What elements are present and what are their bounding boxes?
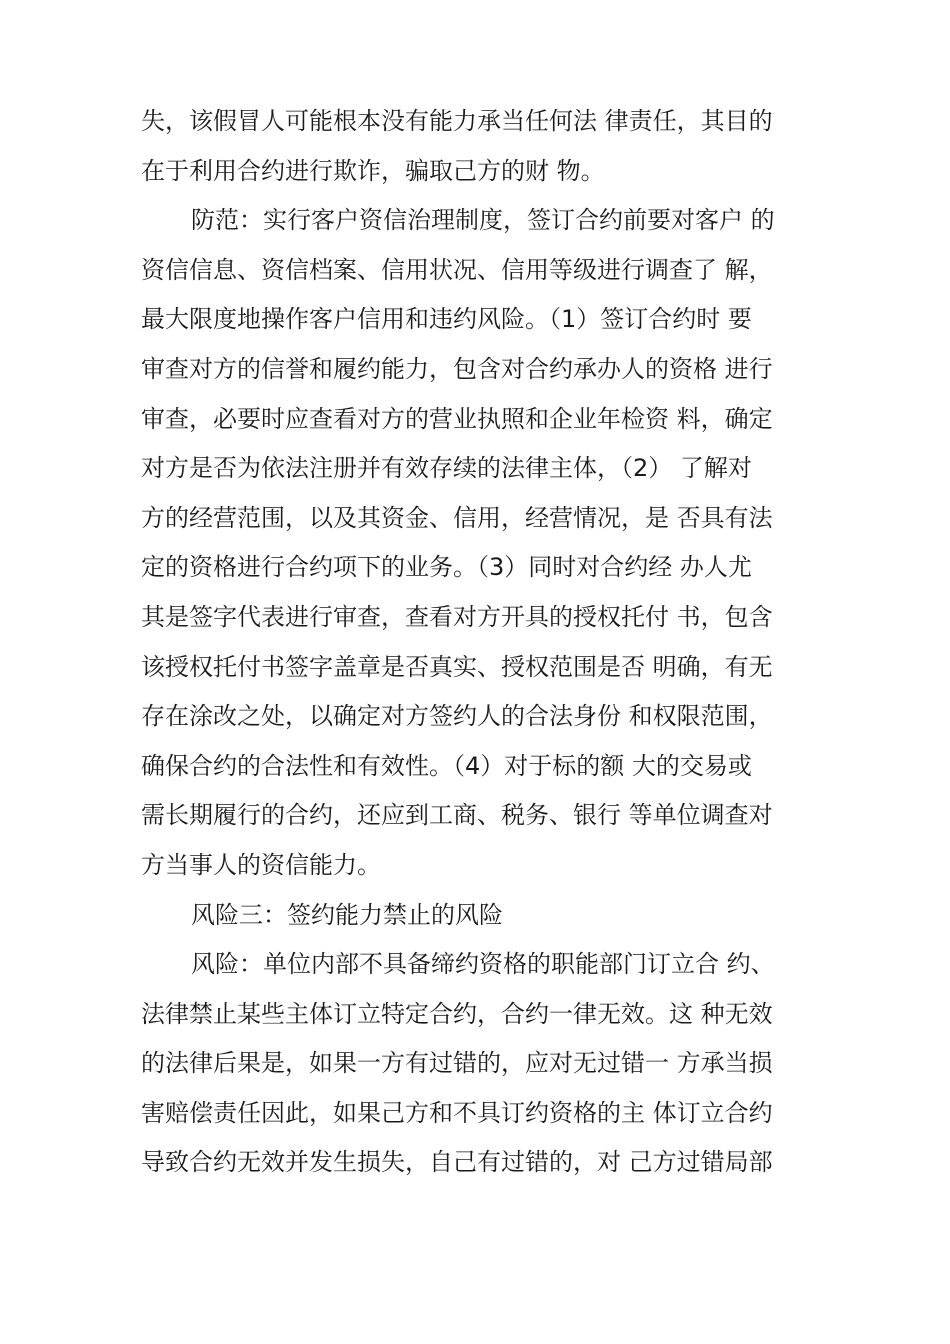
section-heading: 风险三：签约能力禁止的风险 [191,900,503,929]
text-line: 存在涂改之处，以确定对方签约人的合法身份 和权限范围， [141,702,773,731]
text-line: 对方是否为依法注册并有效存续的法律主体，（2） 了解对 [141,454,752,483]
text-line: 资信信息、资信档案、信用状况、信用等级进行调查了 解， [141,255,773,284]
text-line: 确保合约的合法性和有效性。（4）对于标的额 大的交易或 [141,751,752,780]
text-line: 定的资格进行合约项下的业务。（3）同时对合约经 办人尤 [141,553,752,582]
text-line: 的法律后果是，如果一方有过错的，应对无过错一 方承当损 [141,1049,773,1078]
paragraph-start-line: 风险：单位内部不具备缔约资格的职能部门订立合 约、 [191,950,775,979]
text-line: 需长期履行的合约，还应到工商、税务、银行 等单位调查对 [141,801,773,830]
text-line: 失，该假冒人可能根本没有能力承当任何法 律责任，其目的 [141,107,773,135]
text-line: 方的经营范围，以及其资金、信用，经营情况，是 否具有法 [141,503,773,532]
text-line: 审查对方的信誉和履约能力，包含对合约承办人的资格 进行 [141,354,773,383]
text-line: 导致合约无效并发生损失，自己有过错的，对 己方过错局部 [141,1148,773,1177]
text-line: 在于利用合约进行欺诈，骗取己方的财 物。 [141,156,605,185]
document-body [141,97,801,1188]
paragraph-start-line: 防范：实行客户资信治理制度，签订合约前要对客户 的 [191,206,775,235]
text-line: 审查，必要时应查看对方的营业执照和企业年检资 料，确定 [141,404,773,433]
text-line: 其是签字代表进行审查，查看对方开具的授权托付 书，包含 [141,602,773,631]
text-line: 方当事人的资信能力。 [141,850,381,879]
text-line: 该授权托付书签字盖章是否真实、授权范围是否 明确，有无 [141,652,773,681]
text-line: 害赔偿责任因此，如果己方和不具订约资格的主 体订立合约 [141,1098,773,1127]
text-line: 最大限度地操作客户信用和违约风险。（1）签订合约时 要 [141,305,752,334]
text-line: 法律禁止某些主体订立特定合约，合约一律无效。这 种无效 [141,999,773,1028]
